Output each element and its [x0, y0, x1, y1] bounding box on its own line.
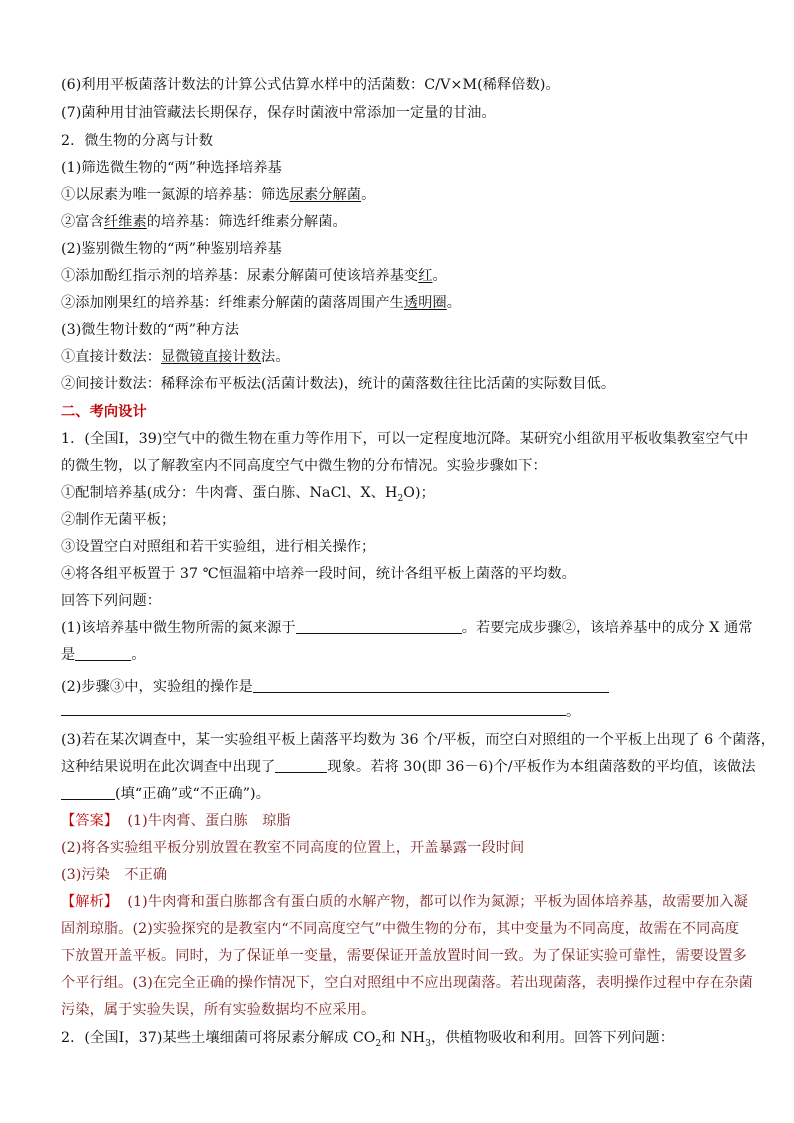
text: 下放置开盖平板。同时，为了保证单一变量，需要保证开盖放置时间一致。为了保证实验可靠性，需要设置多 — [61, 948, 747, 964]
text: (3)微生物计数的“两”种方法 — [61, 322, 239, 338]
section-heading — [61, 401, 744, 423]
text: ②间接计数法：稀释涂布平板法(活菌计数法)，统计的菌落数往往比活菌的实际数目低。 — [61, 376, 616, 392]
key-term: 透明圈 — [403, 295, 447, 311]
text: O)； — [403, 485, 435, 501]
text: (1)筛选微生物的“两”种选择培养基 — [61, 160, 282, 176]
text: ④将各组平板置于 37 ℃恒温箱中培养一段时间，统计各组平板上菌落的平均数。 — [61, 566, 576, 582]
text: (6)利用平板菌落计数法的计算公式估算水样中的活菌数：C/V×M(稀释倍数)。 — [61, 77, 560, 93]
answer-blank[interactable] — [75, 646, 131, 661]
text: 2．(全国Ⅰ，37)某些土壤细菌可将尿素分解成 CO — [61, 1030, 376, 1046]
answer-blank[interactable] — [275, 758, 327, 773]
text: (2)将各实验组平板分别放置在教室不同高度的位置上，开盖暴露一段时间 — [61, 840, 525, 856]
text-line — [61, 536, 744, 558]
text: 现象。若将 30(即 36－6)个/平板作为本组菌落数的平均值，该做法 — [327, 759, 756, 775]
answer-tag: 【答案】 — [61, 813, 119, 829]
text-line — [61, 184, 744, 206]
text: (填“正确”或“不正确”)。 — [115, 786, 270, 802]
text-line — [61, 482, 744, 510]
text: 1．(全国Ⅰ，39)空气中的微生物在重力等作用下，可以一定程度地沉降。某研究小组欲用平板收集教室空气中 — [61, 431, 749, 447]
text-line — [61, 211, 744, 233]
answer-line — [61, 864, 744, 886]
explanation-line — [61, 918, 744, 940]
text: 是 — [61, 647, 76, 663]
text-line — [61, 319, 744, 341]
answer-rule[interactable] — [61, 715, 566, 716]
text: 这种结果说明在此次调查中出现了 — [61, 759, 276, 775]
text: ②添加刚果红的培养基：纤维素分解菌的菌落周围产生 — [61, 295, 404, 311]
text: 和 NH — [381, 1030, 426, 1046]
subscript: 3 — [425, 1038, 432, 1049]
text: ②制作无菌平板； — [61, 512, 176, 528]
text: (2)鉴别微生物的“两”种鉴别培养基 — [61, 241, 282, 257]
text: 个平行组。(3)在完全正确的操作情况下，空白对照组中不应出现菌落。若出现菌落，表明操作过程中存在杂菌 — [61, 975, 753, 991]
answer-line — [61, 837, 744, 859]
text: 二、考向设计 — [61, 404, 147, 420]
subscript: 2 — [375, 1038, 382, 1049]
text: (3)若在某次调查中，某一实验组平板上菌落平均数为 36 个/平板，而空白对照组的一个平板上出现了 6 个菌落， — [61, 732, 776, 748]
explanation-line — [61, 945, 747, 967]
explanation-line — [61, 891, 748, 913]
text-line — [61, 756, 756, 778]
text-line — [61, 644, 744, 666]
text-line — [61, 74, 744, 96]
text: 。 — [566, 704, 581, 720]
text: 。 — [131, 647, 146, 663]
text: (2)步骤③中，实验组的操作是 — [61, 679, 253, 695]
text: 的培养基：筛选纤维素分解菌。 — [146, 214, 347, 230]
text-line — [61, 563, 744, 585]
text-line — [61, 617, 753, 639]
text: 2．微生物的分离与计数 — [61, 133, 214, 149]
question-2 — [61, 1027, 744, 1055]
text: (3)污染 不正确 — [61, 867, 168, 883]
text: 的微生物，以了解教室内不同高度空气中微生物的分布情况。实验步骤如下： — [61, 458, 547, 474]
key-term: 红 — [418, 268, 433, 284]
text-line — [61, 238, 744, 260]
text: (7)菌种用甘油管藏法长期保存，保存时菌液中常添加一定量的甘油。 — [61, 105, 496, 121]
text-line — [61, 729, 776, 751]
text-line — [61, 590, 744, 612]
answer-blank[interactable] — [61, 785, 115, 800]
text: 。 — [361, 187, 376, 203]
text-line — [61, 783, 744, 805]
text: 污染，属于实验失误，所有实验数据均不应采用。 — [61, 1002, 376, 1018]
text: ，供植物吸收和利用。回答下列问题： — [431, 1030, 674, 1046]
text: (1)牛肉膏和蛋白胨都含有蛋白质的水解产物，都可以作为氮源；平板为固体培养基，故需要加入凝 — [127, 894, 748, 910]
key-term: 纤维素 — [103, 214, 147, 230]
text-line — [61, 292, 744, 314]
text-line — [61, 265, 744, 287]
text: ①直接计数法： — [61, 349, 162, 365]
text-line — [61, 455, 744, 477]
text: ③设置空白对照组和若干实验组，进行相关操作； — [61, 539, 376, 555]
text: 法。 — [261, 349, 290, 365]
explanation-tag: 【解析】 — [61, 894, 119, 910]
text-line — [61, 509, 744, 531]
text: ①配制培养基(成分：牛肉膏、蛋白胨、NaCl、X、H — [61, 485, 398, 501]
text: (1)该培养基中微生物所需的氮来源于 — [61, 620, 296, 636]
answer-line — [61, 810, 744, 832]
text-line — [61, 102, 744, 124]
text: (1)牛肉膏、蛋白胨 琼脂 — [127, 813, 291, 829]
text: ①添加酚红指示剂的培养基：尿素分解菌可使该培养基变 — [61, 268, 419, 284]
answer-blank[interactable] — [296, 619, 462, 634]
text-line — [61, 157, 744, 179]
subscript: 2 — [397, 493, 404, 504]
text: 固剂琼脂。(2)实验探究的是教室内“不同高度空气”中微生物的分布，其中变量为不同高度，故需在不同高度 — [61, 921, 740, 937]
question-1 — [61, 428, 749, 450]
key-term: 尿素分解菌 — [289, 187, 362, 203]
text: ①以尿素为唯一氮源的培养基：筛选 — [61, 187, 290, 203]
key-term: 显微镜直接计数 — [161, 349, 262, 365]
text: 。若要完成步骤②，该培养基中的成分 X 通常 — [461, 620, 753, 636]
subheading — [61, 130, 744, 152]
text: 。 — [432, 268, 447, 284]
text-line — [61, 373, 744, 395]
answer-blank[interactable] — [253, 678, 609, 693]
explanation-line — [61, 999, 744, 1021]
text: 回答下列问题： — [61, 593, 162, 609]
text: ②富含 — [61, 214, 104, 230]
text-line — [61, 676, 744, 698]
text-line — [566, 701, 744, 723]
text-line — [61, 346, 744, 368]
explanation-line — [61, 972, 753, 994]
text: 。 — [446, 295, 462, 311]
